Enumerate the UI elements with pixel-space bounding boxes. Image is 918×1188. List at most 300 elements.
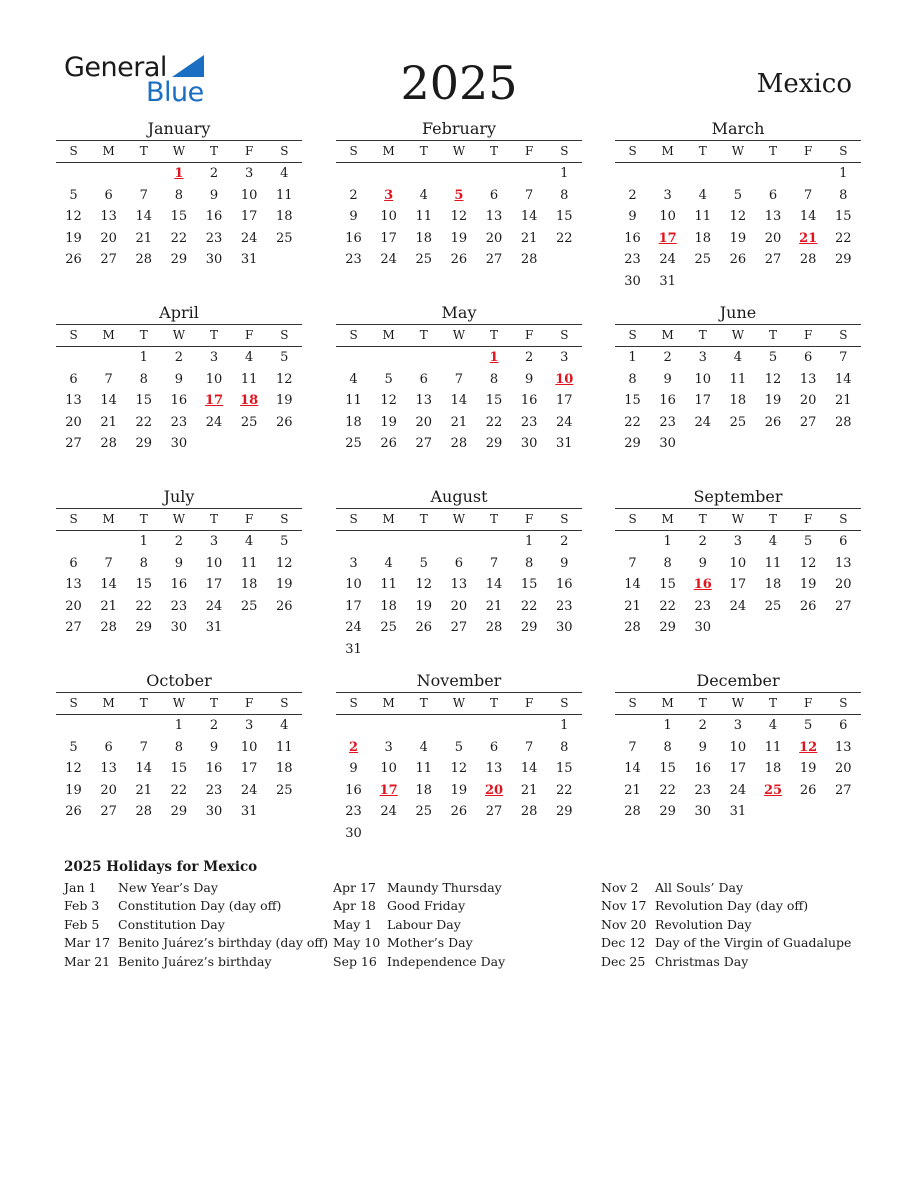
day-cell: 4 [245,350,254,365]
month-july [56,486,302,639]
day-cell: 24 [380,804,397,819]
day-cell: 29 [556,804,573,819]
day-cell: 20 [450,598,468,614]
month-december [615,670,861,823]
day-cell: 16 [170,393,188,408]
day-cell [477,639,512,661]
day-cell [406,823,441,845]
day-cell: 25 [380,620,397,635]
day-cell: 22 [659,782,676,798]
day-cell: 26 [276,414,293,430]
day-cell: 2 [698,718,707,733]
weekday-header: M [102,328,115,342]
day-cell [547,249,582,271]
day-cell: 7 [104,555,113,571]
day-cell [477,163,512,185]
day-cell: 9 [209,739,219,755]
day-cell: 10 [729,555,747,571]
day-cell: 21 [485,598,503,614]
day-cell [547,639,582,661]
weekday-header-row [615,692,861,715]
week-row [336,596,582,618]
day-cell: 13 [415,393,433,408]
week-row [56,715,302,737]
holiday-entry [601,934,871,952]
day-cell: 31 [205,620,223,635]
day-cell [512,639,547,661]
day-cell: 26 [450,252,468,267]
day-cell: 22 [835,230,852,246]
day-cell: 26 [380,436,397,451]
weekday-header: T [490,512,499,526]
day-cell: 1 [663,718,672,733]
day-cell: 28 [624,804,641,819]
weekday-header: W [452,328,466,342]
weekday-header: T [769,696,778,710]
day-cell: 1 [139,534,148,549]
week-row [336,390,582,412]
weekday-header: S [628,696,637,710]
weekday-header: W [452,512,466,526]
weekday-header: M [382,144,395,158]
day-cell: 23 [170,414,188,430]
day-cell: 3 [733,718,743,733]
day-cell: 13 [764,209,782,224]
day-cell: 10 [205,371,223,387]
day-cell: 11 [240,555,258,571]
day-cell: 28 [100,436,117,451]
weekday-header: T [139,144,148,158]
day-cell: 8 [174,187,184,203]
week-row [615,228,861,250]
day-cell: 27 [764,252,782,267]
month-title: October [146,671,212,690]
day-cell [371,823,406,845]
day-cell: 13 [799,371,817,387]
day-cell: 30 [694,804,712,819]
day-cell: 18 [729,393,747,408]
day-cell: 13 [485,209,503,224]
month-title: January [147,119,211,138]
month-september [615,486,861,639]
day-cell: 8 [139,371,148,387]
day-cell: 8 [489,371,499,387]
weekday-header: M [102,144,115,158]
day-cell: 21 [520,782,538,798]
day-cell: 18 [415,782,433,798]
week-row [615,737,861,759]
day-cell: 8 [839,187,848,203]
weekday-header: F [804,696,813,710]
day-cell: 16 [556,577,573,592]
day-cell: 31 [659,273,676,289]
weekday-header: F [525,144,534,158]
day-cell: 17 [240,209,258,224]
day-cell [91,715,126,737]
weekday-header: M [661,512,674,526]
weekday-header: T [139,512,148,526]
day-cell: 17 [240,761,258,776]
week-row [336,715,582,737]
weekday-header: S [839,696,848,710]
day-cell [791,271,826,293]
week-row [336,228,582,250]
day-cell: 4 [419,739,428,755]
day-cell: 6 [104,739,113,755]
weekday-header: F [525,328,534,342]
day-cell: 15 [135,393,153,408]
day-cell: 15 [556,209,573,224]
holiday-entry [601,953,871,971]
weekday-header: S [280,696,289,710]
country-name: Mexico [756,69,852,99]
day-cell: 20 [764,230,782,246]
holiday-date: Jan 1 [64,880,97,895]
day-cell: 29 [659,620,676,635]
week-row [336,823,582,845]
week-row [615,574,861,596]
day-cell: 6 [804,350,813,365]
day-cell: 5 [69,187,78,203]
day-cell: 6 [69,371,78,387]
day-cell: 30 [659,436,676,451]
day-cell [91,163,126,185]
month-august [336,486,582,660]
day-cell: 1 [839,166,848,181]
day-cell: 3 [698,350,707,365]
weekday-header: T [698,144,707,158]
holiday-date: Mar 21 [64,953,111,969]
weekday-header: T [698,328,707,342]
weekday-header: S [560,144,569,158]
day-cell [267,617,302,639]
day-cell: 1 [628,350,637,365]
day-cell: 27 [415,436,433,451]
holiday-entry [333,879,603,897]
month-title: November [416,671,502,690]
weekday-header: S [628,328,637,342]
day-cell: 8 [663,739,672,755]
weekday-header: M [382,696,395,710]
day-cell: 3 [663,187,672,203]
day-cell: 18 [694,230,712,246]
day-cell: 12 [450,761,468,776]
day-cell: 11 [380,577,397,592]
day-cell: 23 [345,252,362,267]
week-row [615,271,861,293]
day-cell: 5 [419,555,428,571]
day-cell [720,163,755,185]
day-cell [91,347,126,369]
month-title: July [163,487,195,506]
day-cell: 30 [520,436,538,451]
month-october [56,670,302,823]
day-cell: 31 [729,804,747,819]
weekday-header: F [804,512,813,526]
holiday-day-cell: 17 [658,230,677,246]
weekday-header: M [382,512,395,526]
day-cell [267,801,302,823]
day-cell: 14 [799,209,817,224]
day-cell: 6 [768,187,778,203]
day-cell [336,163,371,185]
day-cell: 5 [69,739,78,755]
day-cell [91,531,126,553]
week-row [615,617,861,639]
day-cell: 12 [65,761,82,776]
day-cell: 20 [485,230,503,246]
weekday-header: S [349,696,358,710]
day-cell: 23 [624,252,641,267]
holiday-column [601,879,871,971]
month-june [615,302,861,455]
weekday-header: T [139,328,148,342]
day-cell: 4 [245,534,254,549]
week-row [615,390,861,412]
holiday-entry [601,916,871,934]
week-row [615,185,861,207]
day-cell: 15 [659,761,676,776]
weekday-header-row [56,324,302,347]
week-row [336,574,582,596]
day-cell: 25 [276,230,293,246]
day-cell: 28 [450,436,468,451]
day-cell: 2 [560,534,569,549]
weekday-header: W [172,144,186,158]
month-title: December [696,671,780,690]
holiday-date: Feb 5 [64,916,100,932]
day-cell: 22 [170,782,188,798]
day-cell: 26 [65,804,82,819]
day-cell: 26 [65,252,82,267]
weekday-header: T [419,512,428,526]
day-cell: 9 [698,555,707,571]
week-row [615,596,861,618]
day-cell: 19 [65,782,82,798]
day-cell: 27 [65,620,82,635]
day-cell: 15 [520,577,538,592]
holiday-date: May 10 [333,935,381,951]
day-cell: 7 [139,739,148,755]
day-cell [371,163,406,185]
day-cell: 13 [100,209,117,224]
weekday-header: M [661,144,674,158]
day-cell: 7 [525,739,534,755]
week-row [336,780,582,802]
day-cell: 20 [65,414,82,430]
logo-text-general: General [64,52,167,83]
holiday-date: Dec 12 [601,935,646,951]
day-cell: 27 [799,414,817,430]
week-row [56,801,302,823]
day-cell [267,249,302,271]
week-row [56,390,302,412]
weekday-header: S [628,512,637,526]
weekday-header: S [839,328,848,342]
holiday-entry [64,934,334,952]
day-cell: 30 [556,620,573,635]
day-cell: 13 [65,577,82,592]
week-row [336,639,582,661]
holiday-day-cell: 1 [174,166,184,181]
holiday-date: Nov 20 [601,916,647,932]
day-cell: 8 [560,187,569,203]
day-cell: 16 [170,577,188,592]
weekday-header: F [245,696,254,710]
weekday-header: T [210,512,219,526]
week-row [615,249,861,271]
weekday-header: S [69,512,78,526]
day-cell [615,531,650,553]
holiday-date: Nov 17 [601,898,647,914]
day-cell: 9 [525,371,534,387]
day-cell: 6 [839,718,848,733]
day-cell: 15 [659,577,676,592]
day-cell: 16 [624,230,641,246]
day-cell: 9 [349,761,358,776]
day-cell [406,531,441,553]
day-cell: 3 [733,534,743,549]
day-cell: 4 [733,350,743,365]
week-row [336,412,582,434]
day-cell: 11 [276,187,293,203]
holiday-date: Nov 2 [601,880,639,895]
day-cell: 19 [65,230,82,246]
day-cell: 22 [556,782,573,798]
weekday-header-row [336,140,582,163]
day-cell: 2 [174,350,184,365]
week-row [615,163,861,185]
week-row [336,206,582,228]
day-cell: 18 [276,209,293,224]
day-cell: 11 [764,739,782,755]
weekday-header-row [56,692,302,715]
weekday-header: W [172,512,186,526]
day-cell: 29 [170,252,188,267]
day-cell: 3 [245,718,254,733]
month-title: February [421,119,497,138]
week-row [56,249,302,271]
day-cell: 5 [384,371,393,387]
day-cell: 13 [450,577,468,592]
day-cell [512,823,547,845]
day-cell: 12 [65,209,82,224]
day-cell: 31 [345,641,362,657]
day-cell: 1 [174,718,184,733]
weekday-header: W [452,144,466,158]
holiday-entry [64,879,334,897]
day-cell: 3 [209,534,219,549]
week-row [615,531,861,553]
day-cell: 30 [205,804,223,819]
holiday-name: Benito Juárez’s birthday (day off) [118,935,329,951]
day-cell [720,617,755,639]
week-row [56,347,302,369]
day-cell: 2 [209,166,219,181]
weekday-header-row [615,140,861,163]
day-cell: 7 [628,555,637,571]
day-cell: 21 [450,414,468,430]
day-cell: 19 [415,598,433,614]
week-row [615,347,861,369]
day-cell: 18 [276,761,293,776]
weekday-header: M [661,696,674,710]
weekday-header: T [210,328,219,342]
week-row [336,347,582,369]
day-cell: 6 [104,187,113,203]
day-cell: 21 [100,414,117,430]
month-january [56,118,302,271]
day-cell: 3 [245,166,254,181]
day-cell: 2 [698,534,707,549]
day-cell: 14 [624,577,641,592]
holiday-name: Maundy Thursday [387,880,502,895]
holiday-name: Christmas Day [655,953,749,969]
day-cell: 29 [659,804,676,819]
day-cell: 30 [205,252,223,267]
day-cell: 19 [276,393,293,408]
holiday-date: May 1 [333,916,373,932]
day-cell: 12 [380,393,397,408]
month-may [336,302,582,455]
day-cell: 29 [835,252,852,267]
day-cell: 13 [835,555,852,571]
day-cell: 1 [139,350,148,365]
day-cell: 11 [694,209,712,224]
day-cell: 30 [624,273,641,289]
day-cell: 27 [450,620,468,635]
weekday-header: F [525,696,534,710]
weekday-header: W [731,328,745,342]
day-cell [826,617,861,639]
day-cell: 9 [628,209,637,224]
day-cell [441,639,476,661]
weekday-header: M [102,512,115,526]
day-cell: 16 [520,393,538,408]
day-cell: 14 [135,209,153,224]
day-cell [791,433,826,455]
day-cell: 17 [556,393,573,408]
day-cell [126,715,161,737]
day-cell: 13 [485,761,503,776]
day-cell: 26 [450,804,468,819]
day-cell [477,531,512,553]
day-cell: 24 [556,414,573,430]
day-cell [477,823,512,845]
holiday-day-cell: 25 [764,782,783,798]
day-cell: 16 [205,761,223,776]
day-cell: 23 [659,414,676,430]
day-cell: 25 [415,804,433,819]
day-cell: 17 [729,577,747,592]
day-cell: 4 [419,187,428,203]
month-title: April [159,303,199,322]
weekday-header: S [839,512,848,526]
month-february [336,118,582,271]
weekday-header: S [69,144,78,158]
weekday-header: T [210,696,219,710]
holiday-day-cell: 16 [693,577,712,592]
holiday-day-cell: 2 [349,739,359,755]
day-cell [756,271,791,293]
weekday-header: F [245,144,254,158]
weekday-header: S [280,328,289,342]
holiday-name: All Souls’ Day [655,880,744,895]
weekday-header: S [839,144,848,158]
day-cell: 21 [835,393,852,408]
holiday-name: Constitution Day [118,916,225,932]
holiday-date: Dec 25 [601,953,646,969]
